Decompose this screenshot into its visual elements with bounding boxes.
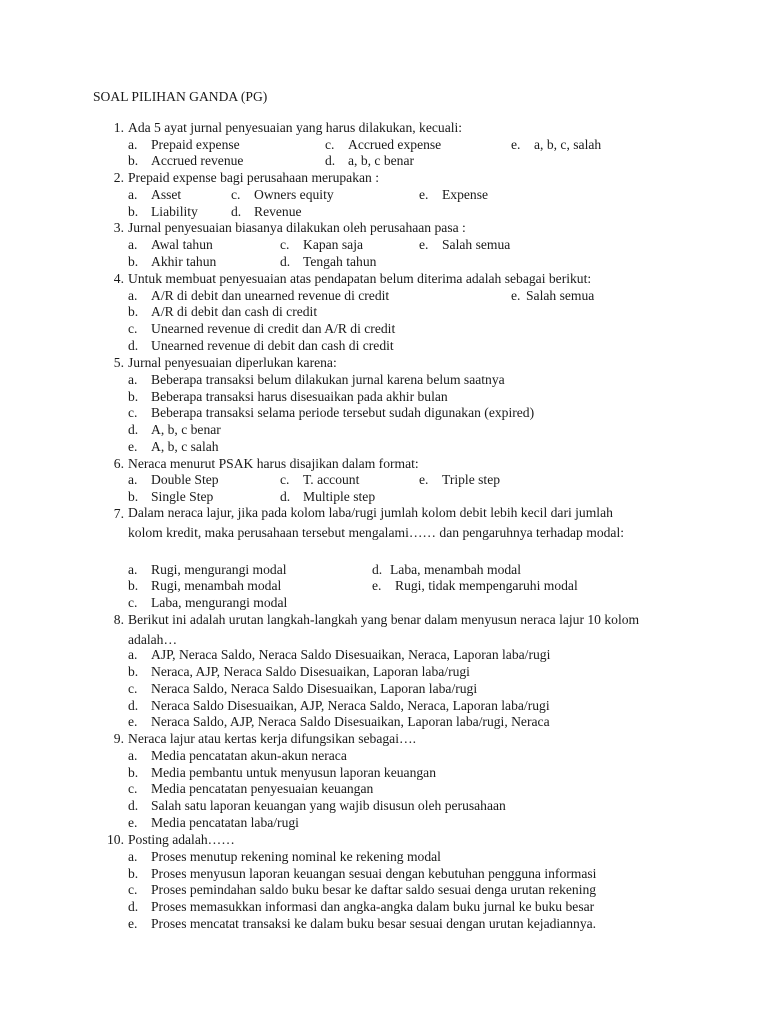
option-text: Owners equity — [254, 187, 334, 202]
option-letter: a. — [128, 137, 138, 152]
option-text: Expense — [442, 187, 489, 202]
option-letter: d. — [372, 562, 383, 577]
option-text: A, b, c benar — [151, 422, 221, 437]
option-letter: e. — [419, 187, 429, 202]
option-text: AJP, Neraca Saldo, Neraca Saldo Disesuaikan, Neraca, Laporan laba/rugi — [151, 647, 551, 662]
question-number: 5. — [113, 355, 124, 370]
option-text: Beberapa transaksi selama periode tersebut sudah digunakan (expired) — [151, 405, 535, 420]
question-number: 2. — [113, 170, 124, 185]
option-letter: c. — [128, 595, 138, 610]
question-number: 6. — [113, 456, 124, 471]
option-letter: b. — [128, 578, 139, 593]
option-text: A/R di debit dan unearned revenue di credit — [151, 288, 390, 303]
option-letter: d. — [128, 422, 139, 437]
option-text: Media pencatatan penyesuaian keuangan — [151, 781, 374, 796]
option-text: A/R di debit dan cash di credit — [151, 304, 318, 319]
option-text: Neraca, AJP, Neraca Saldo Disesuaikan, Laporan laba/rugi — [151, 664, 470, 679]
option-text: Accrued expense — [348, 137, 442, 152]
question-text: Dalam neraca lajur, jika pada kolom laba/rugi jumlah kolom debit lebih kecil dari jumlah kolom kredit, maka perusahaan tersebut mengalami…… dan pengaruhnya terhadap modal: — [128, 505, 625, 540]
option-letter: c. — [128, 681, 138, 696]
question-number: 7. — [113, 506, 124, 521]
option-text: A, b, c salah — [151, 439, 219, 454]
option-text: Neraca Saldo, Neraca Saldo Disesuaikan, Laporan laba/rugi — [151, 681, 478, 696]
option-text: Proses menyusun laporan keuangan sesuai dengan kebutuhan pengguna informasi — [151, 866, 597, 881]
question-text: Posting adalah…… — [128, 832, 235, 847]
option-text: a, b, c benar — [348, 153, 415, 168]
option-letter: a. — [128, 372, 138, 387]
option-text: Laba, mengurangi modal — [151, 595, 288, 610]
option-text: Media pembantu untuk menyusun laporan keuangan — [151, 765, 437, 780]
option-letter: d. — [128, 698, 139, 713]
option-letter: b. — [128, 664, 139, 679]
option-text: Double Step — [151, 472, 219, 487]
question-text: Ada 5 ayat jurnal penyesuaian yang harus dilakukan, kecuali: — [128, 120, 463, 135]
option-letter: b. — [128, 204, 139, 219]
option-letter: a. — [128, 237, 138, 252]
option-text: Revenue — [254, 204, 302, 219]
option-letter: e. — [128, 439, 138, 454]
option-text: Unearned revenue di debit dan cash di credit — [151, 338, 394, 353]
question-text: Neraca menurut PSAK harus disajikan dalam format: — [128, 456, 419, 471]
option-text: Tengah tahun — [303, 254, 377, 269]
option-text: Beberapa transaksi harus disesuaikan pada akhir bulan — [151, 389, 448, 404]
option-letter: b. — [128, 254, 139, 269]
option-text: Single Step — [151, 489, 214, 504]
question-number: 9. — [113, 731, 124, 746]
option-text: Proses menutup rekening nominal ke rekening modal — [151, 849, 441, 864]
option-text: Multiple step — [303, 489, 376, 504]
option-text: Neraca Saldo Disesuaikan, AJP, Neraca Saldo, Neraca, Laporan laba/rugi — [151, 698, 550, 713]
option-text: Awal tahun — [151, 237, 213, 252]
option-letter: a. — [128, 472, 138, 487]
question-text: Neraca lajur atau kertas kerja difungsikan sebagai…. — [128, 731, 416, 746]
option-letter: a. — [128, 562, 138, 577]
option-letter: a. — [128, 849, 138, 864]
option-text: Asset — [151, 187, 182, 202]
question-text: Untuk membuat penyesuaian atas pendapatan belum diterima adalah sebagai berikut: — [128, 271, 592, 286]
option-text: Akhir tahun — [151, 254, 217, 269]
question-number: 1. — [113, 120, 124, 135]
option-text: Liability — [151, 204, 198, 219]
option-text: Unearned revenue di credit dan A/R di credit — [151, 321, 396, 336]
option-letter: e. — [128, 916, 138, 931]
option-letter: a. — [128, 288, 138, 303]
option-letter: c. — [128, 405, 138, 420]
question-number: 10. — [107, 832, 124, 847]
option-letter: d. — [128, 899, 139, 914]
option-letter: c. — [128, 321, 138, 336]
option-text: Salah semua — [526, 288, 595, 303]
document-title: SOAL PILIHAN GANDA (PG) — [93, 89, 268, 104]
option-letter: e. — [372, 578, 382, 593]
option-text: Rugi, mengurangi modal — [151, 562, 287, 577]
question-number: 8. — [113, 612, 124, 627]
option-text: Rugi, tidak mempengaruhi modal — [395, 578, 578, 593]
option-text: Accrued revenue — [151, 153, 244, 168]
option-letter: e. — [511, 137, 521, 152]
option-letter: e. — [128, 815, 138, 830]
option-letter: b. — [128, 389, 139, 404]
option-text: Media pencatatan akun-akun neraca — [151, 748, 347, 763]
option-letter: c. — [128, 781, 138, 796]
option-letter: d. — [280, 489, 291, 504]
option-text: Rugi, menambah modal — [151, 578, 282, 593]
option-letter: e. — [419, 237, 429, 252]
option-text: T. account — [303, 472, 360, 487]
option-letter: d. — [128, 798, 139, 813]
option-text: Triple step — [442, 472, 501, 487]
option-letter: e. — [128, 714, 138, 729]
option-letter: c. — [280, 237, 290, 252]
option-letter: a. — [128, 748, 138, 763]
option-text: Proses memasukkan informasi dan angka-angka dalam buku jurnal ke buku besar — [151, 899, 595, 914]
option-letter: b. — [128, 866, 139, 881]
option-letter: d. — [280, 254, 291, 269]
option-letter: c. — [280, 472, 290, 487]
option-letter: b. — [128, 765, 139, 780]
option-text: Prepaid expense — [151, 137, 240, 152]
option-text: Proses pemindahan saldo buku besar ke daftar saldo sesuai denga urutan rekening — [151, 882, 597, 897]
option-letter: b. — [128, 153, 139, 168]
option-text: Neraca Saldo, AJP, Neraca Saldo Disesuaikan, Laporan laba/rugi, Neraca — [151, 714, 550, 729]
option-text: Beberapa transaksi belum dilakukan jurnal karena belum saatnya — [151, 372, 505, 387]
option-letter: a. — [128, 647, 138, 662]
question-text: Berikut ini adalah urutan langkah-langkah yang benar dalam menyusun neraca lajur 10 kolom adalah… — [128, 612, 640, 647]
option-letter: e. — [511, 288, 521, 303]
option-letter: d. — [231, 204, 242, 219]
option-text: Kapan saja — [303, 237, 364, 252]
question-text: Jurnal penyesuaian diperlukan karena: — [128, 355, 337, 370]
option-letter: a. — [128, 187, 138, 202]
option-text: Laba, menambah modal — [390, 562, 521, 577]
option-text: Salah semua — [442, 237, 511, 252]
option-text: Salah satu laporan keuangan yang wajib disusun oleh perusahaan — [151, 798, 506, 813]
question-number: 4. — [113, 271, 124, 286]
option-text: Media pencatatan laba/rugi — [151, 815, 299, 830]
option-letter: d. — [325, 153, 336, 168]
option-letter: d. — [128, 338, 139, 353]
option-letter: c. — [128, 882, 138, 897]
option-letter: c. — [231, 187, 241, 202]
option-letter: b. — [128, 304, 139, 319]
question-text: Prepaid expense bagi perusahaan merupakan : — [128, 170, 380, 185]
option-letter: b. — [128, 489, 139, 504]
question-text: Jurnal penyesuaian biasanya dilakukan oleh perusahaan pasa : — [128, 220, 466, 235]
question-number: 3. — [113, 220, 124, 235]
option-letter: e. — [419, 472, 429, 487]
option-text: Proses mencatat transaksi ke dalam buku besar sesuai dengan urutan kejadiannya. — [151, 916, 597, 931]
option-letter: c. — [325, 137, 335, 152]
option-text: a, b, c, salah — [534, 137, 602, 152]
